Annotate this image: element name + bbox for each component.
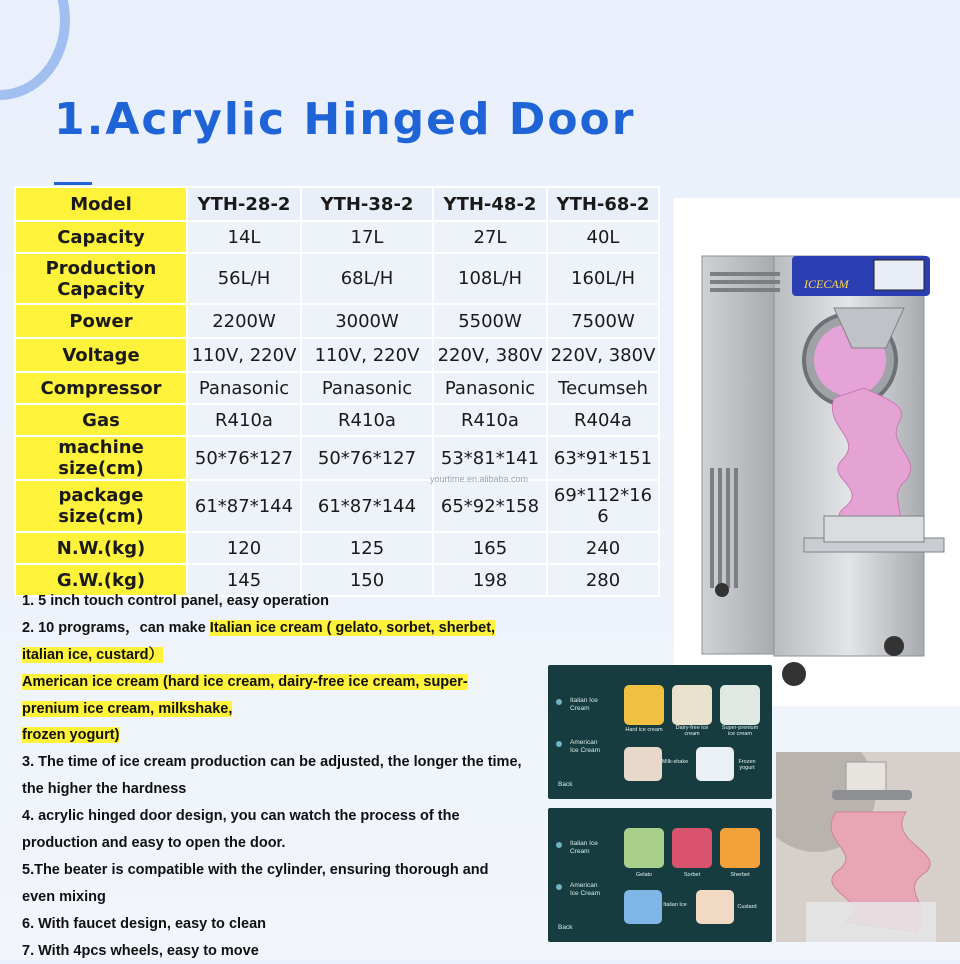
- feature-line: the higher the hardness: [22, 781, 187, 798]
- cell: 50*76*127: [301, 436, 433, 480]
- feature-line: 7. With 4pcs wheels, easy to move: [22, 942, 259, 959]
- tile-label: Hard ice cream: [625, 727, 663, 733]
- bullet-icon: [556, 699, 562, 705]
- table-row: [15, 480, 659, 532]
- cell: 240: [547, 532, 659, 564]
- back-button: Back: [558, 781, 573, 788]
- watermark: yourtime.en.alibaba.com: [430, 474, 529, 484]
- cell: 17L: [301, 221, 433, 253]
- highlighted-text: italian ice, custard）: [22, 646, 164, 663]
- menu-item-italian: Italian Ice Cream: [556, 697, 604, 713]
- machine-photo: [674, 198, 960, 706]
- cell: 61*87*144: [301, 480, 433, 532]
- row-label: Voltage: [15, 338, 187, 372]
- row-label: N.W.(kg): [15, 532, 187, 564]
- feature-line: [22, 696, 552, 723]
- cell: R404a: [547, 404, 659, 436]
- tile-label: Sherbet: [730, 872, 750, 878]
- row-label: Production Capacity: [15, 253, 187, 304]
- bullet-icon: [556, 741, 562, 747]
- table-row: [15, 532, 659, 564]
- row-label: G.W.(kg): [15, 564, 187, 596]
- bullet-icon: [556, 884, 562, 890]
- cell: 14L: [187, 221, 301, 253]
- header-model: YTH-48-2: [433, 187, 547, 221]
- cell: 3000W: [301, 304, 433, 338]
- tile-label: Custard: [737, 904, 757, 910]
- tile-label: Super-prenium ice cream: [721, 725, 759, 737]
- cell: R410a: [433, 404, 547, 436]
- highlighted-text: American ice cream (hard ice cream, dairy-free ice cream, super-: [22, 673, 468, 690]
- cell: 125: [301, 532, 433, 564]
- highlighted-text: prenium ice cream, milkshake,: [22, 700, 233, 717]
- feature-line: [22, 615, 552, 642]
- highlighted-text: Italian ice cream ( gelato, sorbet, sherbet,: [209, 619, 496, 636]
- cell: Panasonic: [433, 372, 547, 404]
- table-row: [15, 404, 659, 436]
- menu-item-italian: Italian Ice Cream: [556, 840, 604, 856]
- cell: R410a: [301, 404, 433, 436]
- cell: 280: [547, 564, 659, 596]
- tile-label: Gelato: [635, 872, 653, 878]
- table-row: [15, 338, 659, 372]
- title-underline: [54, 182, 92, 185]
- cell: 7500W: [547, 304, 659, 338]
- feature-line: 1. 5 inch touch control panel, easy operation: [22, 593, 329, 609]
- row-label: Compressor: [15, 372, 187, 404]
- feature-line: 6. With faucet design, easy to clean: [22, 915, 267, 932]
- tile-image: [672, 685, 712, 725]
- ice-cream-machine-image: [674, 198, 960, 706]
- cell: 110V, 220V: [187, 338, 301, 372]
- tile-image: [720, 685, 760, 725]
- feature-line: 3. The time of ice cream production can be adjusted, the longer the time,: [22, 754, 522, 771]
- header-model: YTH-28-2: [187, 187, 301, 221]
- tile-image: [624, 828, 664, 868]
- cell: 150: [301, 564, 433, 596]
- cell: Panasonic: [301, 372, 433, 404]
- cell: 220V, 380V: [547, 338, 659, 372]
- cell: 198: [433, 564, 547, 596]
- feature-line: production and easy to open the door.: [22, 835, 286, 852]
- cell: R410a: [187, 404, 301, 436]
- tile-image: [624, 747, 662, 781]
- cell: 63*91*151: [547, 436, 659, 480]
- row-label: Gas: [15, 404, 187, 436]
- cell: 61*87*144: [187, 480, 301, 532]
- cell: 68L/H: [301, 253, 433, 304]
- table-row: [15, 304, 659, 338]
- row-label: Power: [15, 304, 187, 338]
- cell: 65*92*158: [433, 480, 547, 532]
- tile-label: Milk-shake: [661, 759, 689, 765]
- tile-label: Frozen yogurt: [738, 759, 756, 771]
- cell: Panasonic: [187, 372, 301, 404]
- header-model: YTH-38-2: [301, 187, 433, 221]
- cell: 145: [187, 564, 301, 596]
- feature-text: 2. 10 programs，can make: [22, 619, 210, 636]
- cell: 220V, 380V: [433, 338, 547, 372]
- table-header-row: [15, 187, 659, 221]
- decorative-arc: [0, 0, 70, 100]
- table-row: [15, 372, 659, 404]
- cell: 120: [187, 532, 301, 564]
- cell: 50*76*127: [187, 436, 301, 480]
- highlighted-text: frozen yogurt): [22, 727, 120, 744]
- feature-list: [22, 588, 552, 964]
- feature-line: 5.The beater is compatible with the cylinder, ensuring thorough and: [22, 861, 489, 878]
- cell: 108L/H: [433, 253, 547, 304]
- cell: 27L: [433, 221, 547, 253]
- touch-screen-american: [548, 665, 772, 799]
- row-label: package size(cm): [15, 480, 187, 532]
- tile-label: Sorbet: [683, 872, 701, 878]
- spec-table: [14, 186, 660, 597]
- bullet-icon: [556, 842, 562, 848]
- closeup-photo: [776, 752, 960, 942]
- cell: 56L/H: [187, 253, 301, 304]
- header-model: YTH-68-2: [547, 187, 659, 221]
- tile-label: Italian Ice: [663, 902, 687, 908]
- menu-item-american: American Ice Cream: [556, 739, 604, 755]
- row-label: machine size(cm): [15, 436, 187, 480]
- feature-line: 4. acrylic hinged door design, you can watch the process of the: [22, 808, 460, 825]
- cell: 165: [433, 532, 547, 564]
- table-row: [15, 436, 659, 480]
- cell: 5500W: [433, 304, 547, 338]
- feature-line: [22, 722, 552, 749]
- table-row: [15, 253, 659, 304]
- ice-cream-closeup-image: [776, 752, 960, 942]
- tile-image: [624, 685, 664, 725]
- tile-label: Dairy-free ice cream: [675, 725, 709, 737]
- table-row: [15, 221, 659, 253]
- menu-item-american: American Ice Cream: [556, 882, 604, 898]
- back-button: Back: [558, 924, 573, 931]
- feature-line: even mixing: [22, 888, 106, 905]
- machine-brand-text: ICECAM: [804, 277, 849, 291]
- touch-screen-italian: [548, 808, 772, 942]
- header-model-label: Model: [15, 187, 187, 221]
- feature-line: [22, 642, 552, 669]
- tile-image: [624, 890, 662, 924]
- feature-line: [22, 669, 552, 696]
- cell: 110V, 220V: [301, 338, 433, 372]
- cell: 160L/H: [547, 253, 659, 304]
- row-label: Capacity: [15, 221, 187, 253]
- cell: 40L: [547, 221, 659, 253]
- tile-image: [672, 828, 712, 868]
- cell: 69*112*166: [547, 480, 659, 532]
- cell: 2200W: [187, 304, 301, 338]
- cell: Tecumseh: [547, 372, 659, 404]
- tile-image: [720, 828, 760, 868]
- page-title: 1.Acrylic Hinged Door: [54, 94, 636, 145]
- cell: 53*81*141: [433, 436, 547, 480]
- tile-image: [696, 890, 734, 924]
- tile-image: [696, 747, 734, 781]
